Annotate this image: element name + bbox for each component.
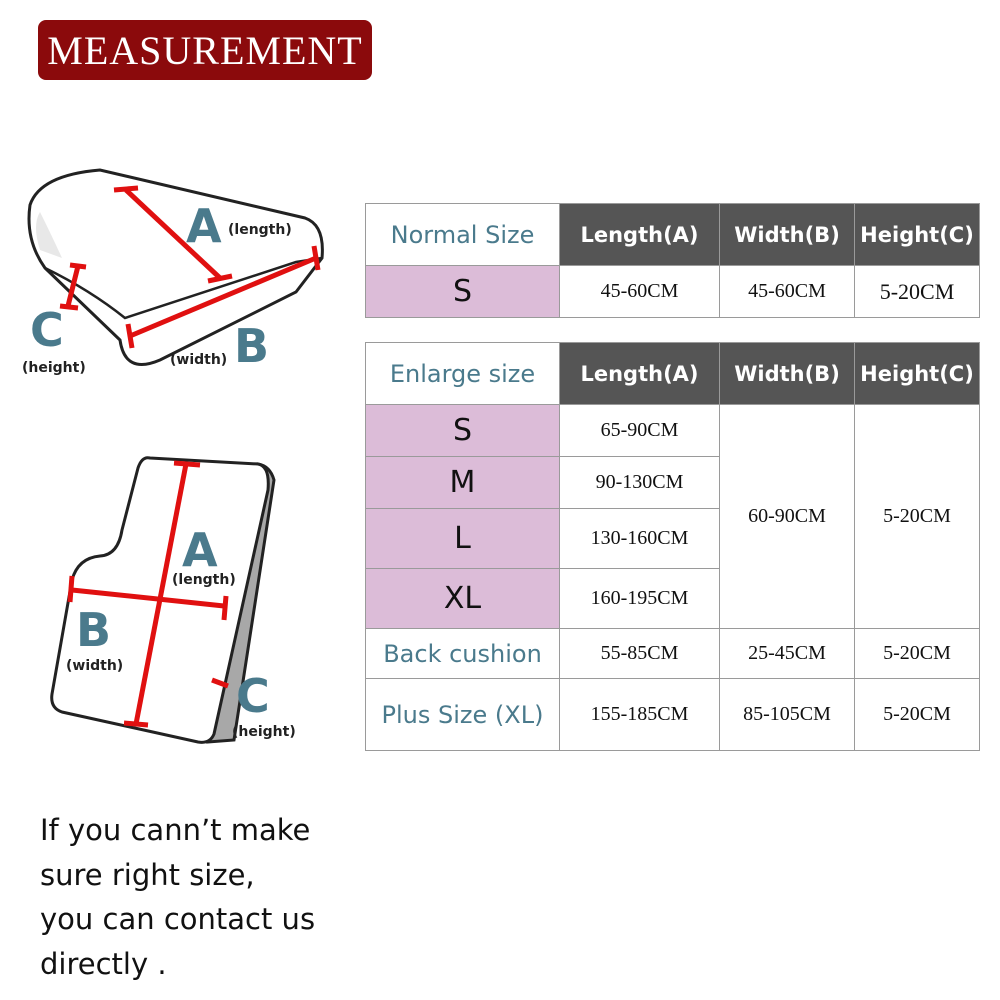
contact-note	[40, 808, 360, 986]
chaise-letter-c: C	[236, 669, 270, 723]
enlarge-header-height: Height(C)	[855, 343, 980, 405]
normal-size-table	[365, 203, 980, 318]
seat-letter-c: C	[30, 303, 64, 357]
normal-header-width: Width(B)	[720, 204, 855, 266]
chaise-cushion-diagram	[52, 458, 296, 743]
width-value: 45-60CM	[720, 266, 855, 318]
length-value: 65-90CM	[560, 405, 720, 457]
seat-tick-c1	[70, 265, 86, 267]
shared-width-value: 60-90CM	[720, 405, 855, 629]
enlarge-header-length: Length(A)	[560, 343, 720, 405]
length-value: 155-185CM	[560, 679, 720, 751]
chaise-tick-a1	[174, 463, 200, 465]
size-label: M	[366, 457, 560, 509]
enlarge-size-table	[365, 342, 980, 751]
size-label: S	[366, 405, 560, 457]
seat-cushion-diagram	[22, 170, 322, 376]
enlarge-header-row	[366, 343, 980, 405]
enlarge-header-width: Width(B)	[720, 343, 855, 405]
normal-size-corner: Normal Size	[366, 204, 560, 266]
seat-caption-width: (width)	[170, 352, 228, 368]
size-label: XL	[366, 569, 560, 629]
length-value: 130-160CM	[560, 509, 720, 569]
chaise-caption-height: (height)	[232, 724, 296, 740]
table-row	[366, 266, 980, 318]
back-cushion-label: Back cushion	[366, 629, 560, 679]
seat-letter-a: A	[186, 199, 222, 253]
measurement-banner: MEASUREMENT	[38, 20, 372, 80]
length-value: 90-130CM	[560, 457, 720, 509]
chaise-tick-b1	[70, 576, 72, 602]
seat-caption-length: (length)	[228, 222, 292, 238]
chaise-caption-width: (width)	[66, 658, 124, 674]
height-value: 5-20CM	[855, 266, 980, 318]
normal-header-height: Height(C)	[855, 204, 980, 266]
chaise-caption-length: (length)	[172, 572, 236, 588]
table-row	[366, 405, 980, 457]
chaise-tick-b2	[224, 596, 226, 620]
cushion-diagrams	[0, 0, 365, 800]
length-value: 45-60CM	[560, 266, 720, 318]
shared-height-value: 5-20CM	[855, 405, 980, 629]
contact-note-line: you can contact us	[40, 902, 316, 936]
contact-note-line: sure right size,	[40, 857, 255, 892]
plus-size-label: Plus Size (XL)	[366, 679, 560, 751]
width-value: 25-45CM	[720, 629, 855, 679]
width-value: 85-105CM	[720, 679, 855, 751]
length-value: 55-85CM	[560, 629, 720, 679]
height-value: 5-20CM	[855, 679, 980, 751]
seat-caption-height: (height)	[22, 360, 86, 376]
length-value: 160-195CM	[560, 569, 720, 629]
normal-header-row	[366, 204, 980, 266]
size-label: L	[366, 509, 560, 569]
chaise-letter-b: B	[76, 603, 112, 657]
enlarge-size-corner: Enlarge size	[366, 343, 560, 405]
seat-tick-a1	[114, 188, 138, 190]
table-row	[366, 679, 980, 751]
contact-note-line: directly .	[40, 946, 167, 981]
table-row	[366, 629, 980, 679]
size-label: S	[366, 266, 560, 318]
chaise-tick-a2	[124, 723, 148, 725]
contact-note-line: If you cann’t make	[40, 813, 311, 847]
chaise-letter-a: A	[182, 523, 218, 577]
seat-letter-b: B	[234, 319, 270, 373]
height-value: 5-20CM	[855, 629, 980, 679]
normal-header-length: Length(A)	[560, 204, 720, 266]
